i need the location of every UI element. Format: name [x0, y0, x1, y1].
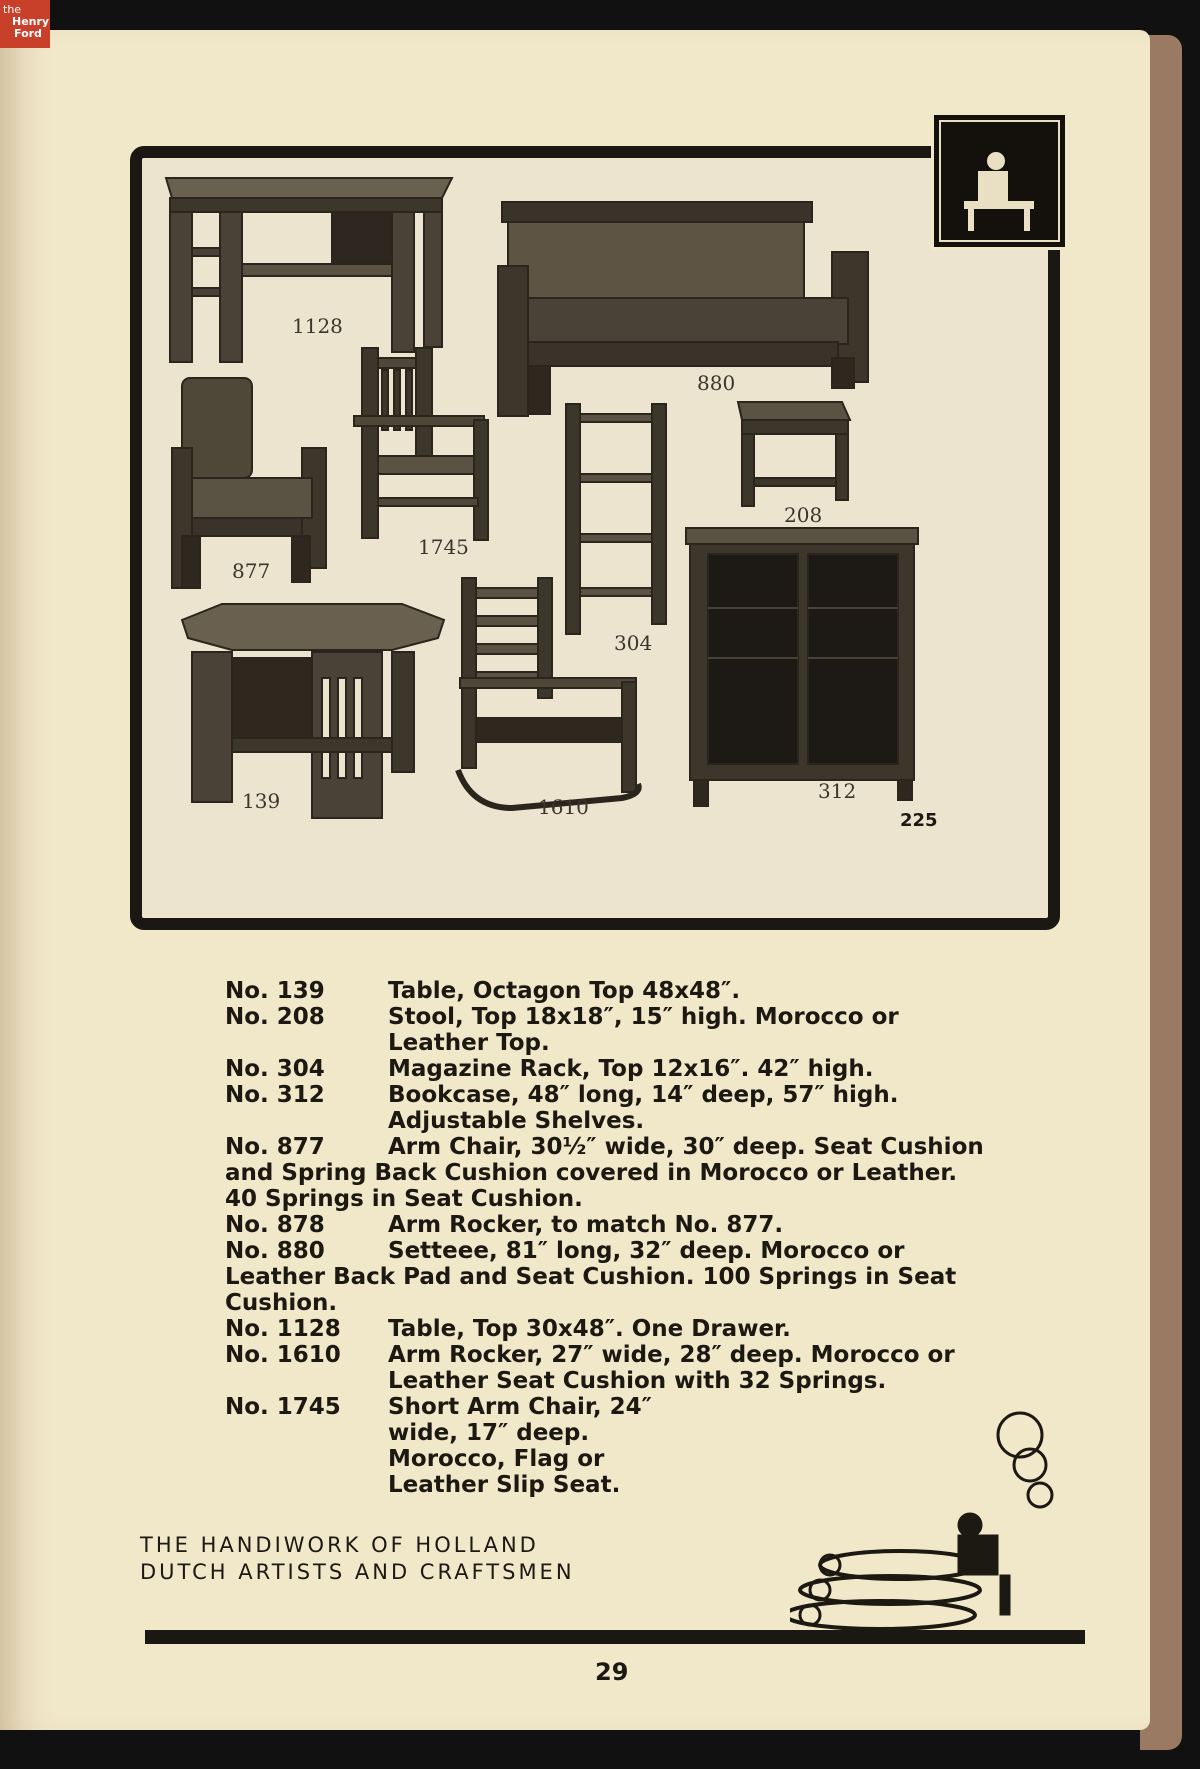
logo-craftsman-icon [964, 152, 1034, 231]
limbert-logo [931, 112, 1068, 250]
badge-line-2: Henry [12, 15, 50, 28]
arm-chair-illustration [172, 378, 326, 588]
tagline-line-2: DUTCH ARTISTS AND CRAFTSMEN [140, 1560, 575, 1584]
badge-line-3: Ford [14, 27, 42, 40]
magazine-rack-number-label: 304 [614, 631, 653, 655]
catalog-page [0, 27, 1150, 1730]
octagon-table-number-label: 139 [242, 789, 281, 813]
entry-number: No. 1745 [225, 1394, 341, 1420]
settee-number-label: 880 [697, 371, 736, 395]
woodcutter-decoration [790, 1405, 1090, 1645]
entry-1745 [225, 1394, 695, 1498]
badge-line-1: the [3, 3, 22, 16]
stool-number-label: 208 [784, 503, 823, 527]
entry-number: No. 877 [225, 1134, 325, 1160]
furniture-plate [130, 146, 1060, 930]
furniture-illustration [142, 158, 1048, 918]
entry-number: No. 304 [225, 1056, 325, 1082]
entry-text: Magazine Rack, Top 12x16″. 42″ high. [388, 1056, 874, 1082]
entry-139 [225, 978, 985, 1004]
rocker-number-label: 1610 [538, 795, 589, 819]
entry-text: Bookcase, 48″ long, 14″ deep, 57″ high. Adjustable Shelves. [388, 1082, 899, 1134]
entry-880 [225, 1238, 985, 1316]
bookcase-number-label: 312 [818, 779, 857, 803]
entry-text: Arm Rocker, to match No. 877. [388, 1212, 784, 1238]
entry-text: Short Arm Chair, 24″ wide, 17″ deep. Morocco, Flag or Leather Slip Seat. [388, 1394, 652, 1498]
magazine-rack-illustration [566, 404, 666, 634]
short-arm-chair-number-label: 1745 [418, 535, 469, 559]
entry-number: No. 1128 [225, 1316, 341, 1342]
entry-1128 [225, 1316, 985, 1342]
short-arm-chair-illustration [354, 348, 488, 540]
stool-illustration [738, 402, 850, 506]
tagline-line-1: THE HANDIWORK OF HOLLAND [140, 1533, 539, 1557]
entry-number: No. 208 [225, 1004, 325, 1030]
entry-text: Table, Top 30x48″. One Drawer. [388, 1316, 791, 1342]
henry-ford-badge [0, 0, 50, 48]
entry-878 [225, 1212, 985, 1238]
entry-text: Setteee, 81″ long, 32″ deep. Morocco or Leather Back Pad and Seat Cushion. 100 Springs in Seat Cushion. [225, 1238, 957, 1316]
entry-877 [225, 1134, 985, 1212]
entry-208 [225, 1004, 985, 1056]
bookcase-illustration [686, 528, 918, 806]
entry-1610 [225, 1342, 985, 1394]
rocker-illustration [458, 578, 639, 808]
entry-text: Arm Rocker, 27″ wide, 28″ deep. Morocco or Leather Seat Cushion with 32 Springs. [388, 1342, 955, 1394]
entry-number: No. 139 [225, 978, 325, 1004]
entry-number: No. 312 [225, 1082, 325, 1108]
footer-rule [145, 1630, 1085, 1644]
settee-illustration [498, 202, 868, 416]
entry-number: No. 878 [225, 1212, 325, 1238]
entry-text: Table, Octagon Top 48x48″. [388, 978, 741, 1004]
entry-number: No. 1610 [225, 1342, 341, 1368]
entry-312 [225, 1082, 985, 1134]
plate-number: 225 [900, 810, 938, 831]
tagline [140, 1532, 575, 1586]
entry-304 [225, 1056, 985, 1082]
arm-chair-number-label: 877 [232, 559, 271, 583]
page-number: 29 [595, 1658, 629, 1686]
entry-number: No. 880 [225, 1238, 325, 1264]
octagon-table-illustration [182, 604, 444, 818]
entry-text: Arm Chair, 30½″ wide, 30″ deep. Seat Cushion and Spring Back Cushion covered in Morocco or Leather. 40 Springs in Seat Cushion. [225, 1134, 984, 1212]
desk-number-label: 1128 [292, 314, 343, 338]
entry-text: Stool, Top 18x18″, 15″ high. Morocco or Leather Top. [388, 1004, 899, 1056]
